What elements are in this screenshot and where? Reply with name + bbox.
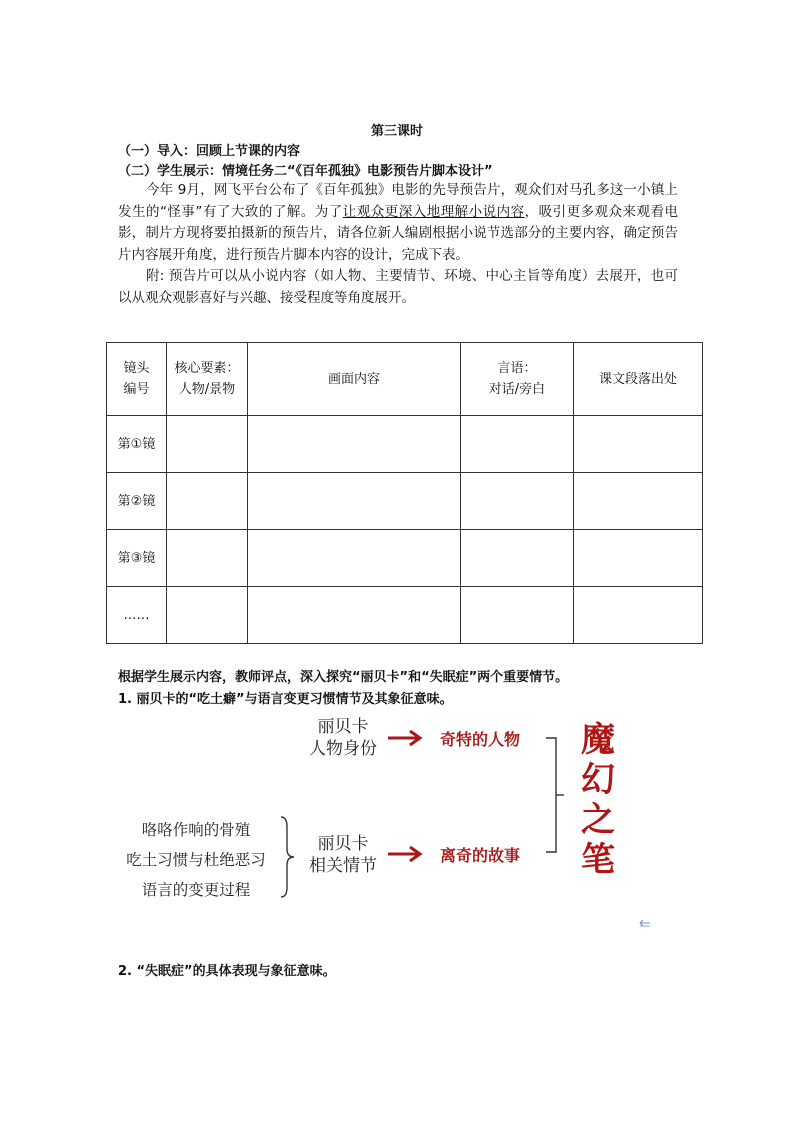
cell-scene[interactable] — [248, 473, 461, 530]
intro-text-underlined: 让观众更深入地理解小说内容 — [342, 203, 525, 220]
arrow-right-icon — [386, 844, 428, 864]
question-2: 2. “失眠症”的具体表现与象征意味。 — [118, 964, 336, 979]
cell-core[interactable] — [167, 587, 248, 644]
header-scene-content: 画面内容 — [248, 343, 461, 416]
cell-scene[interactable] — [248, 416, 461, 473]
header-source: 课文段落出处 — [574, 343, 703, 416]
rebecca-identity-label: 丽贝卡 人物身份 — [309, 717, 377, 759]
row-label: 第②镜 — [107, 473, 167, 530]
list-item: 咯咯作响的骨殖 — [141, 821, 251, 839]
cell-core[interactable] — [167, 416, 248, 473]
section-student-show: （二）学生展示：情境任务二“《百年孤独》电影预告片脚本设计” — [118, 164, 493, 179]
arrow-right-icon — [386, 728, 428, 748]
cell-speech[interactable] — [461, 587, 574, 644]
cell-speech[interactable] — [461, 416, 574, 473]
row-label: 第③镜 — [107, 530, 167, 587]
rebecca-plot-label: 丽贝卡 相关情节 — [309, 834, 377, 876]
back-arrow-icon[interactable] — [638, 918, 652, 928]
list-item: 语言的变更过程 — [141, 881, 251, 899]
script-table — [106, 342, 703, 644]
cell-scene[interactable] — [248, 587, 461, 644]
strange-character-label: 奇特的人物 — [440, 730, 521, 749]
cell-source[interactable] — [574, 416, 703, 473]
table-header-row — [107, 343, 703, 416]
cell-source[interactable] — [574, 473, 703, 530]
row-label: 第①镜 — [107, 416, 167, 473]
header-shot-number: 镜头 编号 — [107, 343, 167, 416]
table-row — [107, 587, 703, 644]
cell-speech[interactable] — [461, 473, 574, 530]
question-1: 1. 丽贝卡的“吃土癖”与语言变更习惯情节及其象征意味。 — [118, 692, 453, 707]
bizarre-story-label: 离奇的故事 — [440, 846, 521, 865]
cell-core[interactable] — [167, 530, 248, 587]
header-speech: 言语： 对话/旁白 — [461, 343, 574, 416]
header-core-elements: 核心要素： 人物/景物 — [167, 343, 248, 416]
table-row — [107, 530, 703, 587]
table-row — [107, 416, 703, 473]
list-item: 吃土习惯与杜绝恶习 — [126, 851, 266, 869]
magic-pen-title: 魔 幻 之 笔 — [581, 720, 615, 880]
cell-scene[interactable] — [248, 530, 461, 587]
left-brace-icon — [278, 815, 298, 899]
page-title: 第三课时 — [370, 124, 423, 139]
table-row — [107, 473, 703, 530]
cell-speech[interactable] — [461, 530, 574, 587]
note-paragraph: 附: 预告片可以从小说内容（如人物、主要情节、环境、中心主旨等角度）去展开，也可以从观众观影喜好与兴趣、接受程度等角度展开。 — [118, 268, 678, 306]
intro-paragraph — [118, 180, 678, 266]
right-bracket-icon — [544, 728, 566, 858]
section-import: （一）导入：回顾上节课的内容 — [118, 144, 301, 159]
analysis-intro: 根据学生展示内容，教师评点，深入探究“丽贝卡”和“失眠症”两个重要情节。 — [118, 670, 569, 685]
plot-items-list — [116, 815, 276, 905]
intro-text-a: 今年 9月，网飞平台公布了《百年孤独》电影的先导预告片，观众们对马孔多这一小镇上发生的“怪事”有了大致的了解。为了 — [118, 182, 678, 220]
cell-source[interactable] — [574, 530, 703, 587]
row-label: …… — [107, 587, 167, 644]
cell-source[interactable] — [574, 587, 703, 644]
cell-core[interactable] — [167, 473, 248, 530]
intro-text-b: ，吸引更多观众来观看电影，制片方现将要拍摄新的预告片，请各位新人编剧根据小说节选部分的主要内容，确定预告片内容展开角度，进行预告片脚本内容的设计，完成下表。 — [118, 203, 679, 263]
